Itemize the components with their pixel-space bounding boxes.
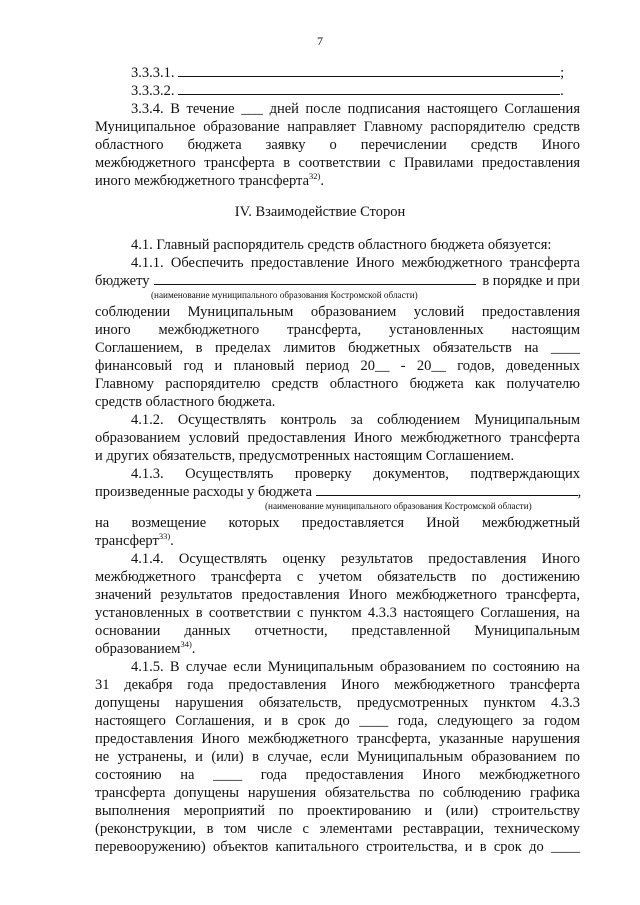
paragraph-line [95,640,195,658]
footnote-ref: 34) [180,639,192,650]
clause-3-3-3-1 [131,64,564,82]
paragraph-line: областного бюджета заявку о перечислении средств Иного [95,137,580,153]
field-caption: (наименование муниципального образования Костромской области) [151,290,418,300]
text: трансферт [95,533,159,549]
paragraph-line: трансферта допущены нарушения обязательства по соблюдению графика [95,785,580,801]
text: иного межбюджетного трансферта [95,173,310,189]
paragraph-line: 4.1.3. Осуществлять проверку документов, подтверждающих [131,466,580,482]
clause-number: 3.3.3.2. [131,83,175,99]
paragraph-line [95,172,324,190]
paragraph-line: образованием условий предоставления Иного межбюджетного трансферта [95,430,580,446]
punct: . [170,533,174,549]
paragraph-line: 3.3.4. В течение ___ дней после подписания настоящего Соглашения [131,101,580,117]
paragraph-line: и других обязательств, предусмотренных настоящим Соглашением. [95,448,515,464]
paragraph-line: межбюджетного трансферта в соответствии с Правилами предоставления [95,155,580,171]
paragraph-line: установленных в соответствии с пунктом 4.3.3 настоящего Соглашения, на [95,605,580,621]
paragraph-line: 31 декабря года предоставления Иного межбюджетного трансферта [95,677,580,693]
paragraph-line: Главному распорядителю средств областного бюджета как получателю [95,376,580,392]
paragraph-line: иного межбюджетного трансферта, установленных настоящим [95,322,580,338]
footnote-ref: 33) [158,531,171,542]
punct: . [560,83,564,99]
paragraph-line [95,532,174,550]
paragraph-line: предоставления Иного межбюджетного трансферта, указанные нарушения [95,731,580,747]
blank-line [178,64,560,77]
text: в порядке и при [482,273,580,289]
text: произведенные расходы у бюджета [95,484,313,500]
paragraph-line: 4.1.4. Осуществлять оценку результатов предоставления Иного [131,551,580,567]
section-title: IV. Взаимодействие Сторон [234,204,406,220]
paragraph-line: финансовый год и плановый период 20__ - 20__ годов, доведенных [95,358,580,374]
paragraph-line: средств областного бюджета. [95,394,276,410]
paragraph-line: настоящего Соглашения, и в срок до ____ года, следующего за годом [95,713,580,729]
page-number: 7 [317,34,323,48]
punct: . [320,173,324,189]
paragraph-line: соблюдении Муниципальным образованием условий предоставления [95,304,580,320]
punct: . [191,641,196,657]
paragraph-line: межбюджетного трансферта с учетом обязательств по достижению [95,569,580,585]
punct: , [577,484,582,500]
punct: ; [560,65,565,81]
text: бюджету [95,273,150,289]
paragraph-line: состоянию на ____ года предоставления Иного межбюджетного [95,767,580,783]
blank-line [154,272,476,285]
paragraph-line: 4.1. Главный распорядитель средств областного бюджета обязуется: [131,237,552,253]
paragraph-line: Муниципальное образование направляет Главному распорядителю средств [95,119,580,135]
blank-line [316,483,578,496]
paragraph-line: на возмещение которых предоставляется Иной межбюджетный [95,515,580,531]
field-caption: (наименование муниципального образования Костромской области) [265,501,532,511]
paragraph-line: значений результатов предоставления Иного межбюджетного трансферта, [95,587,580,603]
paragraph-line-with-blank [95,483,581,501]
paragraph-line: 4.1.5. В случае если Муниципальным образованием по состоянию на [131,659,580,675]
paragraph-line: (реконструкции, в том числе с элементами реставрации, техническому [95,821,580,837]
paragraph-line: не устранены, и (или) в случае, если Муниципальным образованием по [95,749,580,765]
paragraph-line: 4.1.2. Осуществлять контроль за соблюдением Муниципальным [131,412,580,428]
paragraph-line-with-blank [95,272,580,290]
footnote-ref: 32) [309,171,321,182]
paragraph-line: основании данных отчетности, представленной Муниципальным [95,623,580,639]
paragraph-line: перевооружению) объектов капитального строительства, и в срок до ____ [95,839,580,855]
paragraph-line: Соглашением, в пределах лимитов бюджетных обязательств на ____ [95,340,580,356]
paragraph-line: 4.1.1. Обеспечить предоставление Иного межбюджетного трансферта [131,255,580,271]
clause-number: 3.3.3.1. [131,65,175,81]
clause-3-3-3-2 [131,82,564,100]
blank-line [178,82,560,95]
text: образованием [95,641,181,657]
paragraph-line: допущены нарушения обязательств, предусмотренных пунктом 4.3.3 [95,695,580,711]
paragraph-line: выполнения мероприятий по проектированию и (или) строительству [95,803,580,819]
